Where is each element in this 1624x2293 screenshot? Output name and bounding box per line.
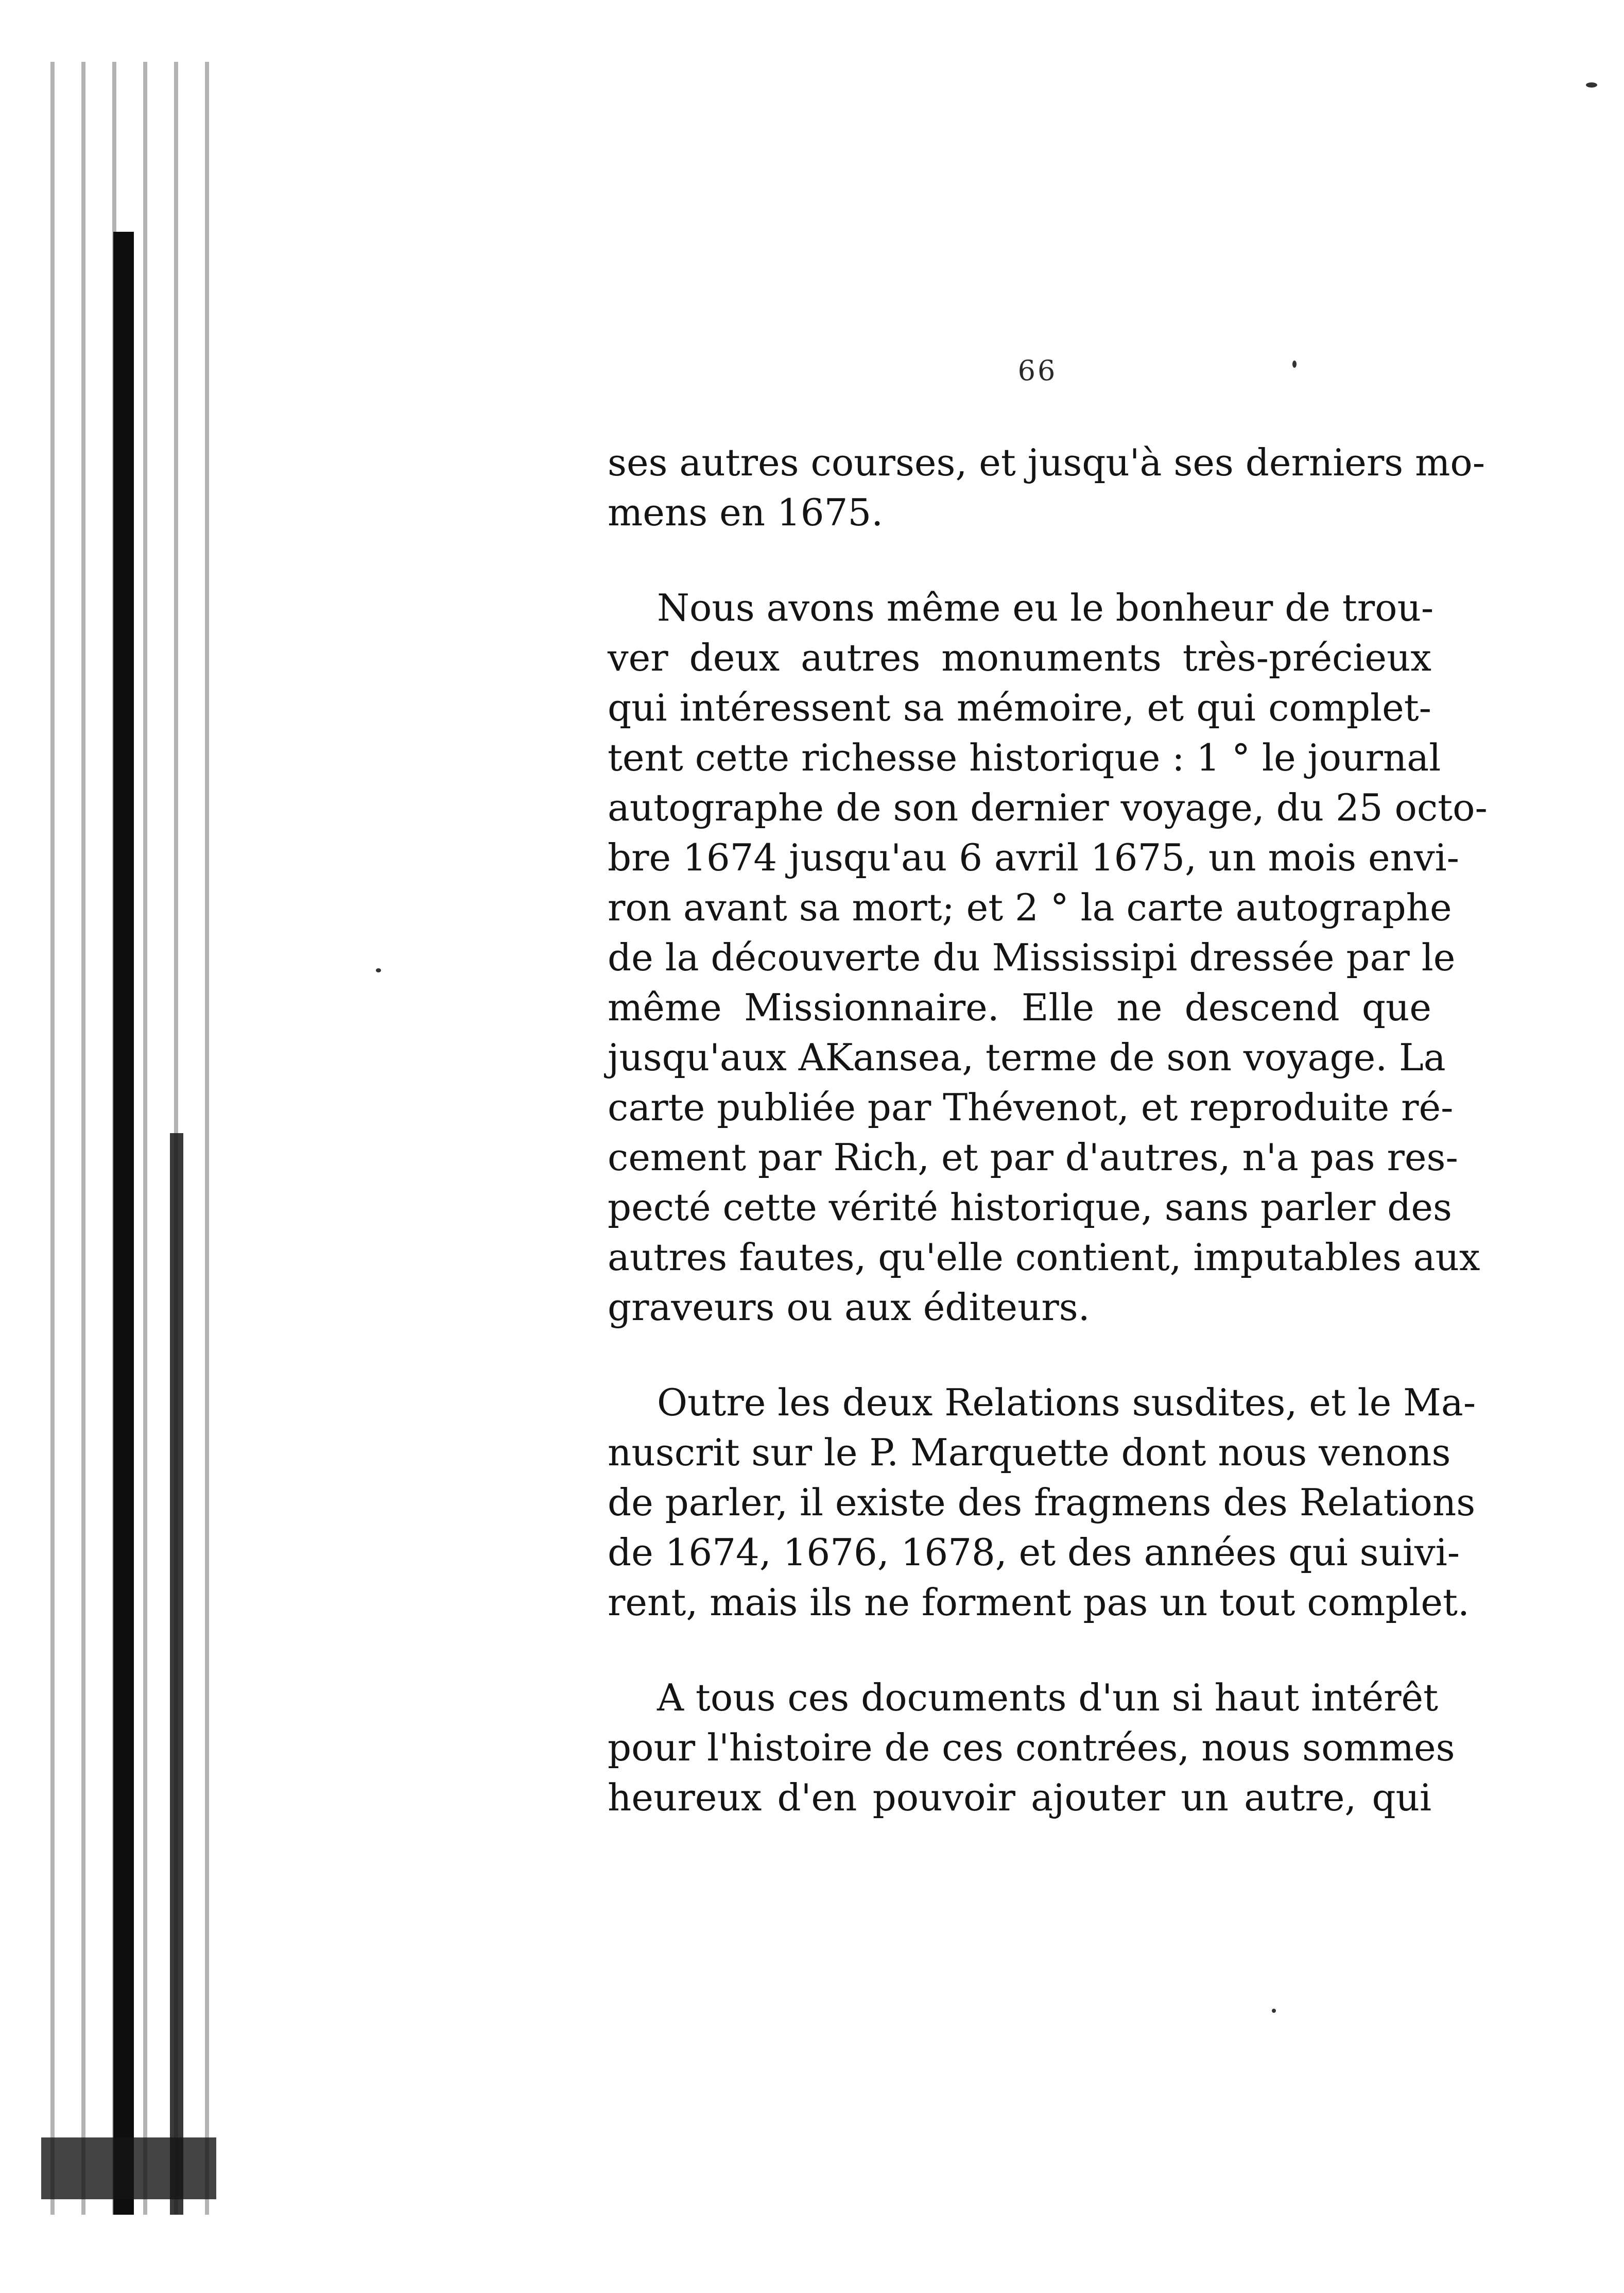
text-line: bre 1674 jusqu'au 6 avril 1675, un mois envi- (608, 836, 1459, 879)
text-line: qui intéressent sa mémoire, et qui complet- (608, 686, 1431, 729)
text-line: de la découverte du Mississipi dressée par le (608, 936, 1456, 979)
text-line: de 1674, 1676, 1678, et des années qui suivi- (608, 1531, 1460, 1574)
text-line: même Missionnaire. Elle ne descend que (608, 986, 1431, 1029)
text-line: nuscrit sur le P. Marquette dont nous venons (608, 1431, 1451, 1474)
paragraph-1 (608, 438, 1485, 538)
text-line: carte publiée par Thévenot, et reproduite ré- (608, 1086, 1454, 1129)
paragraph-4 (608, 1673, 1455, 1823)
paragraph-2 (608, 583, 1488, 1332)
text-line: Nous avons même eu le bonheur de trou- (657, 586, 1434, 629)
binding-bottom-shadow (41, 2137, 216, 2199)
binding-spine-secondary (170, 1133, 183, 2215)
text-line: ses autres courses, et jusqu'à ses derniers mo- (608, 441, 1485, 484)
text-line: graveurs ou aux éditeurs. (608, 1286, 1090, 1329)
binding-spine (113, 232, 134, 2215)
text-line: autres fautes, qu'elle contient, imputables aux (608, 1236, 1480, 1279)
paragraph-3 (608, 1378, 1476, 1628)
scan-speck (1272, 2009, 1276, 2013)
page-number: 66 (1017, 354, 1058, 387)
text-line: pecté cette vérité historique, sans parler des (608, 1186, 1452, 1229)
text-line: pour l'histoire de ces contrées, nous sommes (608, 1726, 1455, 1769)
text-line: tent cette richesse historique : 1 ° le journal (608, 736, 1441, 779)
text-line: cement par Rich, et par d'autres, n'a pas res- (608, 1136, 1458, 1179)
scan-speck (1586, 82, 1597, 88)
text-line: heureux d'en pouvoir ajouter un autre, qui (608, 1776, 1431, 1819)
text-line: A tous ces documents d'un si haut intérêt (657, 1676, 1439, 1719)
body-text (608, 438, 1488, 1868)
text-line: autographe de son dernier voyage, du 25 octo- (608, 786, 1488, 829)
text-line: ver deux autres monuments très-précieux (608, 636, 1431, 679)
text-line: rent, mais ils ne forment pas un tout complet. (608, 1581, 1470, 1624)
text-line: jusqu'aux AKansea, terme de son voyage. La (608, 1036, 1446, 1079)
scan-speck (376, 968, 381, 972)
text-line: ron avant sa mort; et 2 ° la carte autographe (608, 886, 1452, 929)
text-line: Outre les deux Relations susdites, et le Ma- (657, 1381, 1476, 1424)
text-line: de parler, il existe des fragmens des Relations (608, 1481, 1476, 1524)
text-line: mens en 1675. (608, 491, 884, 534)
scan-speck (1292, 361, 1297, 368)
